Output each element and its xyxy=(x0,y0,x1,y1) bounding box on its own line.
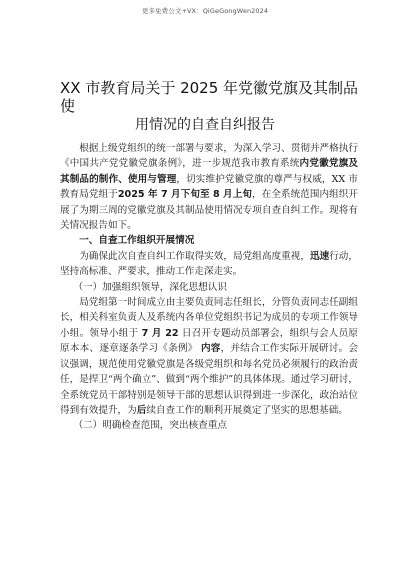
subsection-1-heading: （一）加强组织领导，深化思想认识 xyxy=(73,281,227,293)
document-body xyxy=(60,141,358,434)
sub1-text-3: ，并结合工作实际开展研讨。会议强调，规范使用党徽党旗是各级党组织和每名党员必须履行的政治责任，是捍卫“两个确立”、做到“两个维护”的具体体现。通过学习研讨，全系统党员干部特别是领导干部的思想认识得到进一步深化，政治站位得到有效提升，为 xyxy=(60,343,359,416)
intro-bold-2: 2025 年 7 月下旬至 8 月上旬 xyxy=(117,189,252,201)
document-title-line-1: XX 市教育局关于 2025 年党徽党旗及其制品 xyxy=(60,79,359,97)
subsection-2-heading: （二）明确检查范围，突出核查重点 xyxy=(73,420,227,432)
intro-paragraph xyxy=(60,141,358,233)
section-1-text-1: 为确保此次自查自纠工作取得实效，局党组高度重视， xyxy=(79,250,310,262)
intro-text-1: 根据上级党组织的统一部署与要求，为深入学习、贯彻并严格执行《中国共产党党徽党旗条例》，进一步规范我市教育系统 xyxy=(60,143,358,170)
section-1-paragraph xyxy=(60,249,358,280)
document-title-line-2: 使 xyxy=(60,97,76,115)
subsection-1-paragraph xyxy=(60,295,358,418)
section-1-bold-1: 迅速 xyxy=(309,250,330,262)
sub1-bold-1: 7 月 22 xyxy=(141,327,179,339)
sub1-text-2: 日召开专题动员部署会，组织与会人员原原本本、逐章逐条学习《条例》 xyxy=(60,327,358,355)
sub1-text-1: 局党组第一时间成立由主要负责同志任组长，分管负责同志任副组长，相关科室负责人及系统内各单位党组织书记为成员的专项工作领导小组。领导小组于 xyxy=(60,297,358,339)
sub1-text-4: 续自查工作的顺利开展奠定了坚实的思想基础。 xyxy=(146,404,348,416)
section-1-heading: 一、自查工作组织开展情况 xyxy=(79,235,195,247)
section-1-text-2: 行动，坚持高标准、严要求，推动工作走深走实。 xyxy=(60,250,359,278)
sub1-bold-3: 后 xyxy=(136,404,147,416)
intro-bold-1: 内党徽党旗及其制品的制作、使用与管理 xyxy=(60,158,359,185)
header-watermark: 更多免费公文+VX：QiGeGongWen2024 xyxy=(141,7,269,15)
document-subtitle: 用情况的自查自纠报告 xyxy=(135,117,275,133)
intro-text-2: ，切实维护党徽党旗的尊严与权威，XX 市教育局党组于 xyxy=(60,173,359,201)
sub1-bold-2: 内容 xyxy=(200,343,221,355)
intro-text-3: ，在全系统范围内组织开展了为期三周的党徽党旗及其制品使用情况专项自查自纠工作。现将有关情况报告如下。 xyxy=(60,189,359,232)
